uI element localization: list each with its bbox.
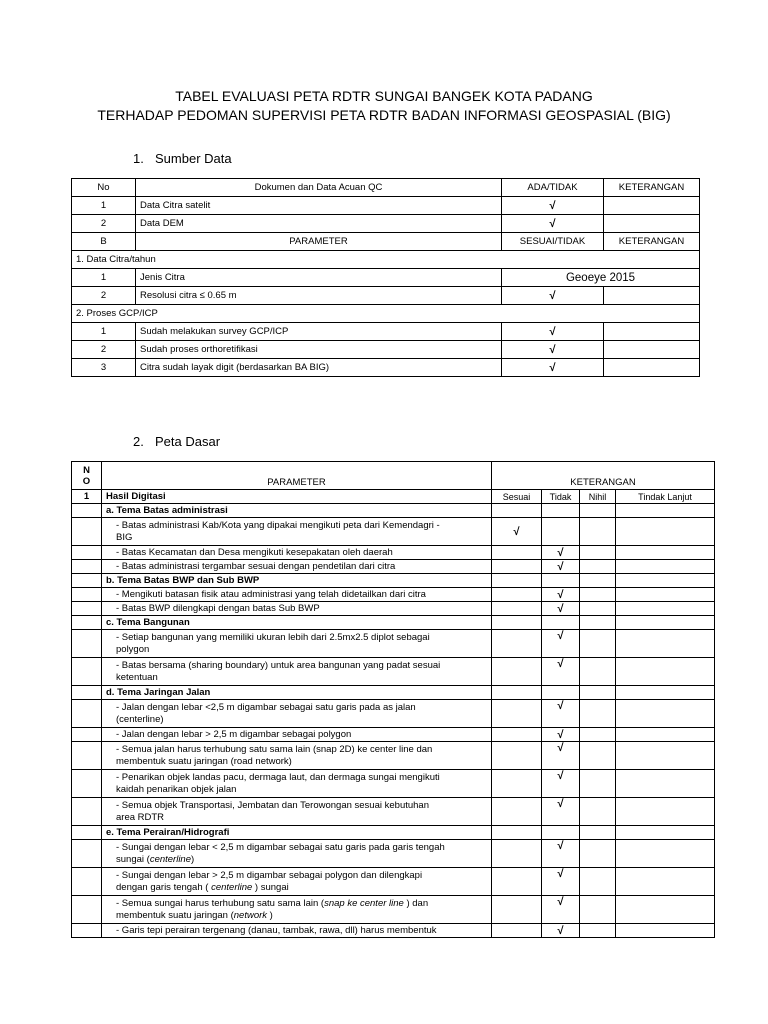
section-label: Sumber Data <box>155 151 232 166</box>
header-no <box>72 462 102 490</box>
col-nihil: Nihil <box>580 490 616 504</box>
hasil-digitasi-row <box>72 490 715 504</box>
check-mark: √ <box>502 197 604 215</box>
check-mark: √ <box>502 215 604 233</box>
table-row <box>72 287 700 305</box>
table-row <box>72 341 700 359</box>
subheader-sesuai-tidak: SESUAI/TIDAK <box>502 233 604 251</box>
row-item: Resolusi citra ≤ 0.65 m <box>136 287 502 305</box>
check-tidak: √ <box>542 546 580 560</box>
theme-label: e. Tema Perairan/Hidrografi <box>102 826 492 840</box>
theme-header-row <box>72 686 715 700</box>
row-text: - Batas administrasi tergambar sesuai dengan pendetilan dari citra <box>102 560 492 574</box>
table-header-row <box>72 462 715 490</box>
table-row <box>72 700 715 728</box>
citra-value: Geoeye 2015 <box>502 269 700 287</box>
theme-header-row <box>72 616 715 630</box>
check-tidak: √ <box>542 588 580 602</box>
row-item: Sudah melakukan survey GCP/ICP <box>136 323 502 341</box>
check-tidak: √ <box>542 896 580 924</box>
section-peta-dasar <box>133 434 220 449</box>
row-text: - Semua sungai harus terhubung satu sama lain (snap ke center line ) dan membentuk suatu jaringan (network ) <box>102 896 492 924</box>
subheader-parameter: PARAMETER <box>136 233 502 251</box>
header-no: No <box>72 179 136 197</box>
check-tidak: √ <box>542 602 580 616</box>
row-keterangan <box>604 359 700 377</box>
header-dokumen: Dokumen dan Data Acuan QC <box>136 179 502 197</box>
row-number: 1 <box>72 269 136 287</box>
theme-header-row <box>72 826 715 840</box>
row-label: Hasil Digitasi <box>102 490 492 504</box>
check-sesuai: √ <box>492 518 542 546</box>
table-row <box>72 560 715 574</box>
table-subheader-row <box>72 233 700 251</box>
table-row <box>72 924 715 938</box>
check-tidak: √ <box>542 798 580 826</box>
check-tidak: √ <box>542 770 580 798</box>
table-row <box>72 359 700 377</box>
subheader-no: B <box>72 233 136 251</box>
table-row <box>72 630 715 658</box>
row-number: 2 <box>72 287 136 305</box>
table-row <box>72 896 715 924</box>
section-sumber-data <box>133 151 232 166</box>
check-tidak: √ <box>542 868 580 896</box>
check-tidak: √ <box>542 658 580 686</box>
theme-header-row <box>72 574 715 588</box>
header-keterangan: KETERANGAN <box>604 179 700 197</box>
table-row <box>72 798 715 826</box>
document-title-line2: TERHADAP PEDOMAN SUPERVISI PETA RDTR BADAN INFORMASI GEOSPASIAL (BIG) <box>97 107 671 123</box>
row-item: Data Citra satelit <box>136 197 502 215</box>
row-keterangan <box>604 287 700 305</box>
row-text: - Batas bersama (sharing boundary) untuk area bangunan yang padat sesuai ketentuan <box>102 658 492 686</box>
row-keterangan <box>604 215 700 233</box>
row-text: - Garis tepi perairan tergenang (danau, tambak, rawa, dll) harus membentuk <box>102 924 492 938</box>
group-label: 2. Proses GCP/ICP <box>72 305 700 323</box>
check-tidak: √ <box>542 924 580 938</box>
check-tidak: √ <box>542 742 580 770</box>
row-text: - Semua jalan harus terhubung satu sama lain (snap 2D) ke center line dan membentuk suatu jaringan (road network) <box>102 742 492 770</box>
row-text: - Setiap bangunan yang memiliki ukuran lebih dari 2.5mx2.5 diplot sebagai polygon <box>102 630 492 658</box>
check-tidak: √ <box>542 630 580 658</box>
row-item: Jenis Citra <box>136 269 502 287</box>
row-item: Data DEM <box>136 215 502 233</box>
table-row <box>72 868 715 896</box>
subheader-keterangan: KETERANGAN <box>604 233 700 251</box>
table-row <box>72 323 700 341</box>
row-text: - Mengikuti batasan fisik atau administrasi yang telah didetailkan dari citra <box>102 588 492 602</box>
table-row <box>72 742 715 770</box>
row-text: - Jalan dengan lebar > 2,5 m digambar sebagai polygon <box>102 728 492 742</box>
row-text: - Sungai dengan lebar > 2,5 m digambar sebagai polygon dan dilengkapi dengan garis tengah ( centerline ) sungai <box>102 868 492 896</box>
table-row <box>72 770 715 798</box>
header-no-o: O <box>82 475 91 487</box>
theme-label: b. Tema Batas BWP dan Sub BWP <box>102 574 492 588</box>
check-mark: √ <box>502 341 604 359</box>
col-sesuai: Sesuai <box>492 490 542 504</box>
table-header-row <box>72 179 700 197</box>
theme-header-row <box>72 504 715 518</box>
section-number: 2. <box>133 434 144 449</box>
check-tidak: √ <box>542 700 580 728</box>
section-number: 1. <box>133 151 144 166</box>
header-ada-tidak: ADA/TIDAK <box>502 179 604 197</box>
row-text: - Penarikan objek landas pacu, dermaga laut, dan dermaga sungai mengikuti kaidah penarikan objek jalan <box>102 770 492 798</box>
document-title-line1: TABEL EVALUASI PETA RDTR SUNGAI BANGEK KOTA PADANG <box>175 88 593 104</box>
row-text: - Batas BWP dilengkapi dengan batas Sub BWP <box>102 602 492 616</box>
sumber-data-table <box>71 178 700 377</box>
section-label: Peta Dasar <box>155 434 221 449</box>
row-keterangan <box>604 323 700 341</box>
table-row <box>72 269 700 287</box>
check-tidak: √ <box>542 728 580 742</box>
row-number: 1 <box>72 490 102 504</box>
row-number: 1 <box>72 323 136 341</box>
table-row <box>72 546 715 560</box>
check-mark: √ <box>502 287 604 305</box>
theme-label: d. Tema Jaringan Jalan <box>102 686 492 700</box>
row-text: - Batas administrasi Kab/Kota yang dipakai mengikuti peta dari Kemendagri - BIG <box>102 518 492 546</box>
row-item: Citra sudah layak digit (berdasarkan BA BIG) <box>136 359 502 377</box>
row-number: 2 <box>72 341 136 359</box>
group-row <box>72 251 700 269</box>
table-row <box>72 840 715 868</box>
table-row <box>72 728 715 742</box>
theme-label: a. Tema Batas administrasi <box>102 504 492 518</box>
row-keterangan <box>604 197 700 215</box>
header-no-n: N <box>83 464 90 476</box>
table-row <box>72 518 715 546</box>
row-text: - Sungai dengan lebar < 2,5 m digambar sebagai satu garis pada garis tengah sungai (centerline) <box>102 840 492 868</box>
table-row <box>72 658 715 686</box>
col-tindak-lanjut: Tindak Lanjut <box>616 490 715 504</box>
table-row <box>72 215 700 233</box>
col-tidak: Tidak <box>542 490 580 504</box>
check-mark: √ <box>502 323 604 341</box>
row-item: Sudah proses orthoretifikasi <box>136 341 502 359</box>
row-keterangan <box>604 341 700 359</box>
table-row <box>72 197 700 215</box>
header-parameter: PARAMETER <box>102 462 492 490</box>
row-number: 3 <box>72 359 136 377</box>
row-text: - Jalan dengan lebar <2,5 m digambar sebagai satu garis pada as jalan (centerline) <box>102 700 492 728</box>
check-tidak: √ <box>542 840 580 868</box>
header-keterangan: KETERANGAN <box>492 462 715 490</box>
row-text: - Semua objek Transportasi, Jembatan dan Terowongan sesuai kebutuhan area RDTR <box>102 798 492 826</box>
row-text: - Batas Kecamatan dan Desa mengikuti kesepakatan oleh daerah <box>102 546 492 560</box>
row-number: 2 <box>72 215 136 233</box>
theme-label: c. Tema Bangunan <box>102 616 492 630</box>
table-row <box>72 588 715 602</box>
check-tidak: √ <box>542 560 580 574</box>
group-label: 1. Data Citra/tahun <box>72 251 700 269</box>
row-number: 1 <box>72 197 136 215</box>
check-mark: √ <box>502 359 604 377</box>
peta-dasar-table <box>71 461 715 938</box>
group-row <box>72 305 700 323</box>
table-row <box>72 602 715 616</box>
